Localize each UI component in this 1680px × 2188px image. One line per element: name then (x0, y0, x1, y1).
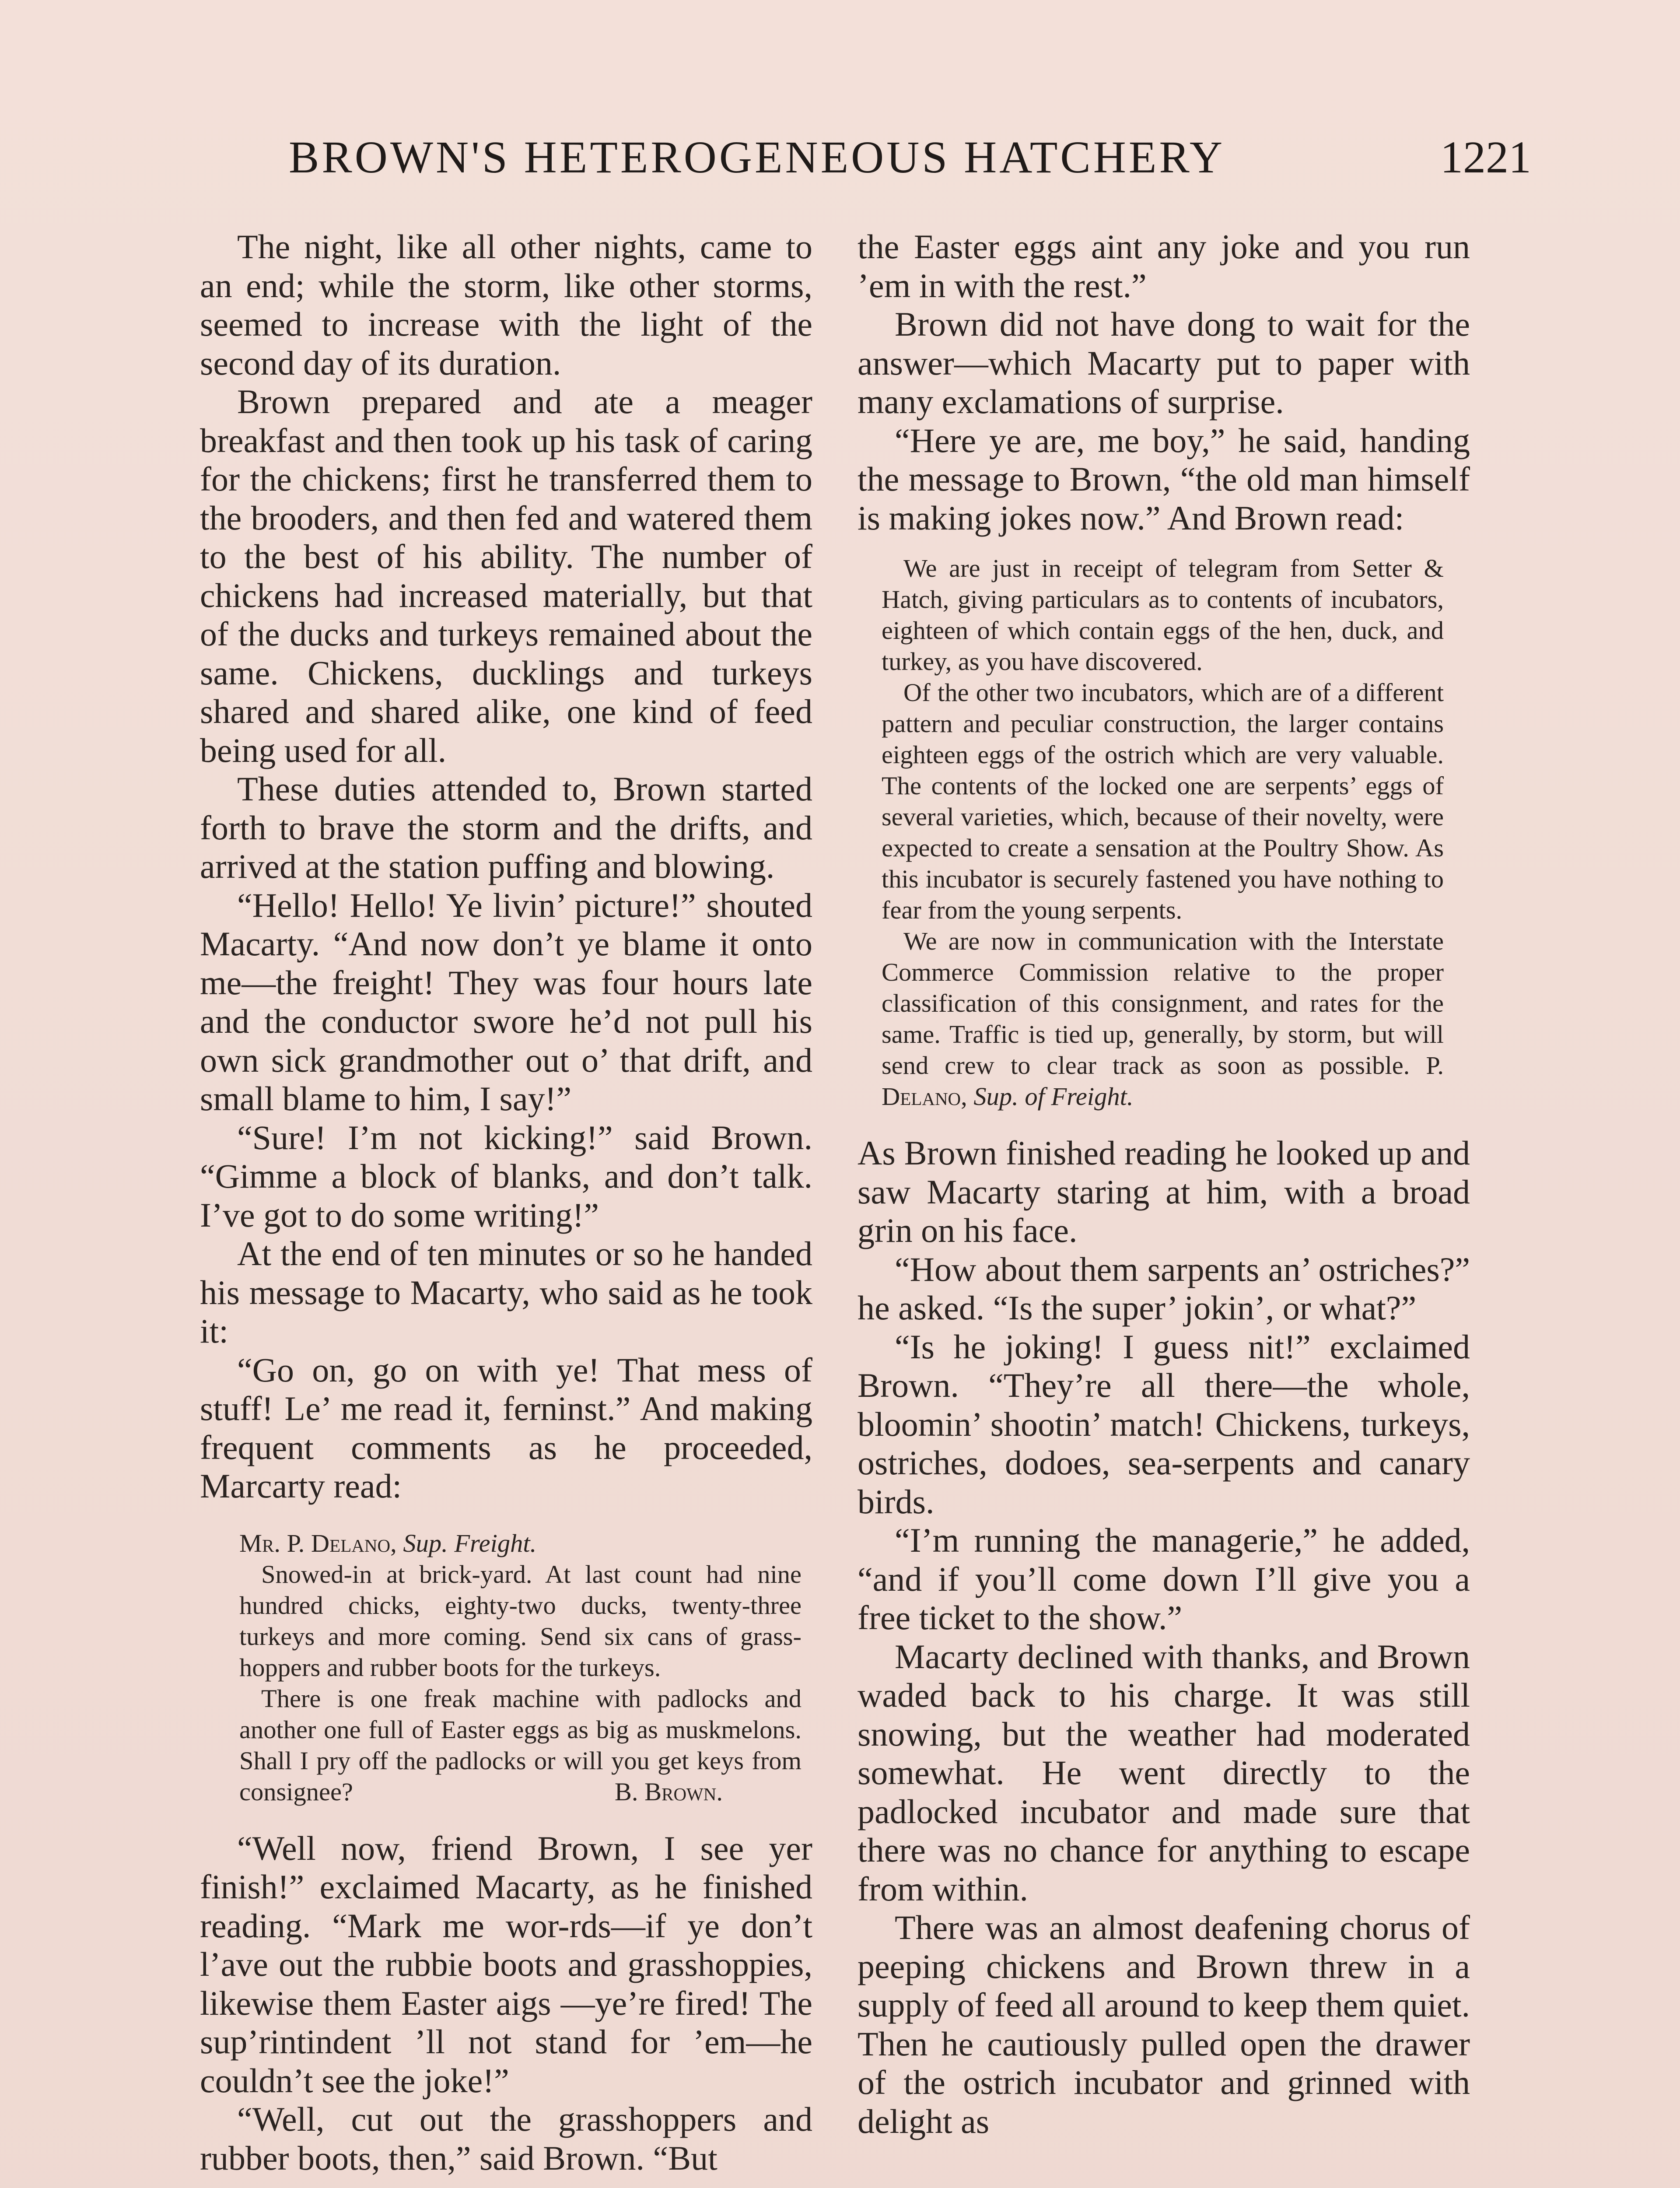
delano-telegram (882, 553, 1444, 1112)
paragraph: “Is he joking! I guess nit!” exclaimed Brown. “They’re all there—the whole, bloomin’ shootin’ match! Chickens, turkeys, ostriches, dodoes, sea-serpents and canary birds. (858, 1327, 1470, 1521)
telegram-signature-title: Sup. of Freight. (973, 1082, 1134, 1111)
telegram-signature-name: P. Delano, (882, 1051, 1444, 1111)
telegram-paragraph: There is one freak machine with padlocks and another one full of Easter eggs as big as muskmelons. Shall I pry off the padlocks or will you get keys from consignee? (239, 1684, 802, 1806)
telegram-body: We are now in communication with the Interstate Commerce Commission relative to the proper classification of this consignment, and rates for the same. Traffic is tied up, generally, by storm, but will send crew to clear track as soon as possible. (882, 927, 1444, 1080)
right-column (858, 228, 1470, 2141)
paragraph: “How about them sarpents an’ ostriches?” he asked. “Is the super’ jokin’, or what?” (858, 1250, 1470, 1327)
paragraph: “Hello! Hello! Ye livin’ picture!” shouted Macarty. “And now don’t ye blame it onto me—the freight! They was four hours late and the conductor swore he’d not pull his own sick grandmother out o’ that drift, and small blame to him, I say!” (200, 886, 812, 1118)
paragraph: “Sure! I’m not kicking!” said Brown. “Gimme a block of blanks, and don’t talk. I’ve got to do some writing!” (200, 1118, 812, 1234)
paragraph: “I’m running the managerie,” he added, “and if you’ll come down I’ll give you a free ticket to the show.” (858, 1521, 1470, 1637)
paragraph: “Well now, friend Brown, I see yer finish!” exclaimed Macarty, as he finished reading. “Mark me wor-rds—if ye don’t l’ave out the rubbie boots and grasshoppies, likewise them Easter aigs —ye’re fired! The sup’rintindent ’ll not stand for ’em—he couldn’t see the joke!” (200, 1829, 812, 2100)
telegram-signature: B. Brown. (614, 1777, 723, 1806)
telegram-salutation (239, 1528, 802, 1559)
telegram-paragraph (882, 926, 1444, 1112)
telegram-paragraph: Snowed-in at brick-yard. At last count had nine hundred chicks, eighty-two ducks, twenty-three turkeys and more coming. Send six cans of grasshoppers and rubber boots for the turkeys. (239, 1560, 802, 1682)
page-number: 1221 (1440, 132, 1531, 182)
running-title: BROWN'S HETEROGENEOUS HATCHERY (289, 132, 1225, 182)
paragraph: The night, like all other nights, came to an end; while the storm, like other storms, seemed to increase with the light of the second day of its duration. (200, 228, 812, 382)
paragraph: “Here ye are, me boy,” he said, handing the message to Brown, “the old man himself is making jokes now.” And Brown read: (858, 421, 1470, 537)
paragraph: Brown prepared and ate a meager breakfast and then took up his task of caring for the chickens; first he transferred them to the brooders, and then fed and watered them to the best of his ability. The number of chickens had increased materially, but that of the ducks and turkeys remained about the same. Chickens, ducklings and turkeys shared and shared alike, one kind of feed being used for all. (200, 382, 812, 769)
paragraph: the Easter eggs aint any joke and you run ’em in with the rest.” (858, 228, 1470, 305)
running-header (289, 131, 1531, 193)
paragraph: As Brown finished reading he looked up and saw Macarty staring at him, with a broad grin on his face. (858, 1134, 1470, 1249)
paragraph: These duties attended to, Brown started forth to brave the storm and the drifts, and arrived at the station puffing and blowing. (200, 770, 812, 885)
paragraph: “Well, cut out the grasshoppers and rubber boots, then,” said Brown. “But (200, 2100, 812, 2177)
telegram-paragraph: Of the other two incubators, which are of a different pattern and peculiar construction, the larger contains eighteen eggs of the ostrich which are very valuable. The contents of the locked one are serpents’ eggs of several varieties, which, because of their novelty, were expected to create a sensation at the Poultry Show. As this incubator is securely fastened you have nothing to fear from the young serpents. (882, 678, 1444, 924)
telegram-paragraph: We are just in receipt of telegram from Setter & Hatch, giving particulars as to contents of incubators, eighteen of which contain eggs of the hen, duck, and turkey, as you have discovered. (882, 554, 1444, 676)
telegram-addressee-title: Sup. Freight. (403, 1529, 537, 1557)
telegram-addressee: Mr. P. Delano, (239, 1529, 397, 1557)
paragraph: At the end of ten minutes or so he handed his message to Macarty, who said as he took it: (200, 1234, 812, 1350)
paragraph: Macarty declined with thanks, and Brown waded back to his charge. It was still snowing, but the weather had moderated somewhat. He went directly to the padlocked incubator and made sure that there was no chance for anything to escape from within. (858, 1637, 1470, 1908)
brown-telegram (239, 1528, 802, 1807)
paragraph: Brown did not have dong to wait for the answer—which Macarty put to paper with many exclamations of surprise. (858, 305, 1470, 421)
paragraph: “Go on, go on with ye! That mess of stuff! Le’ me read it, ferninst.” And making frequent comments as he proceeded, Marcarty read: (200, 1350, 812, 1505)
paragraph: There was an almost deafening chorus of peeping chickens and Brown threw in a supply of feed all around to keep them quiet. Then he cautiously pulled open the drawer of the ostrich incubator and grinned with delight as (858, 1908, 1470, 2140)
left-column (200, 228, 812, 2177)
